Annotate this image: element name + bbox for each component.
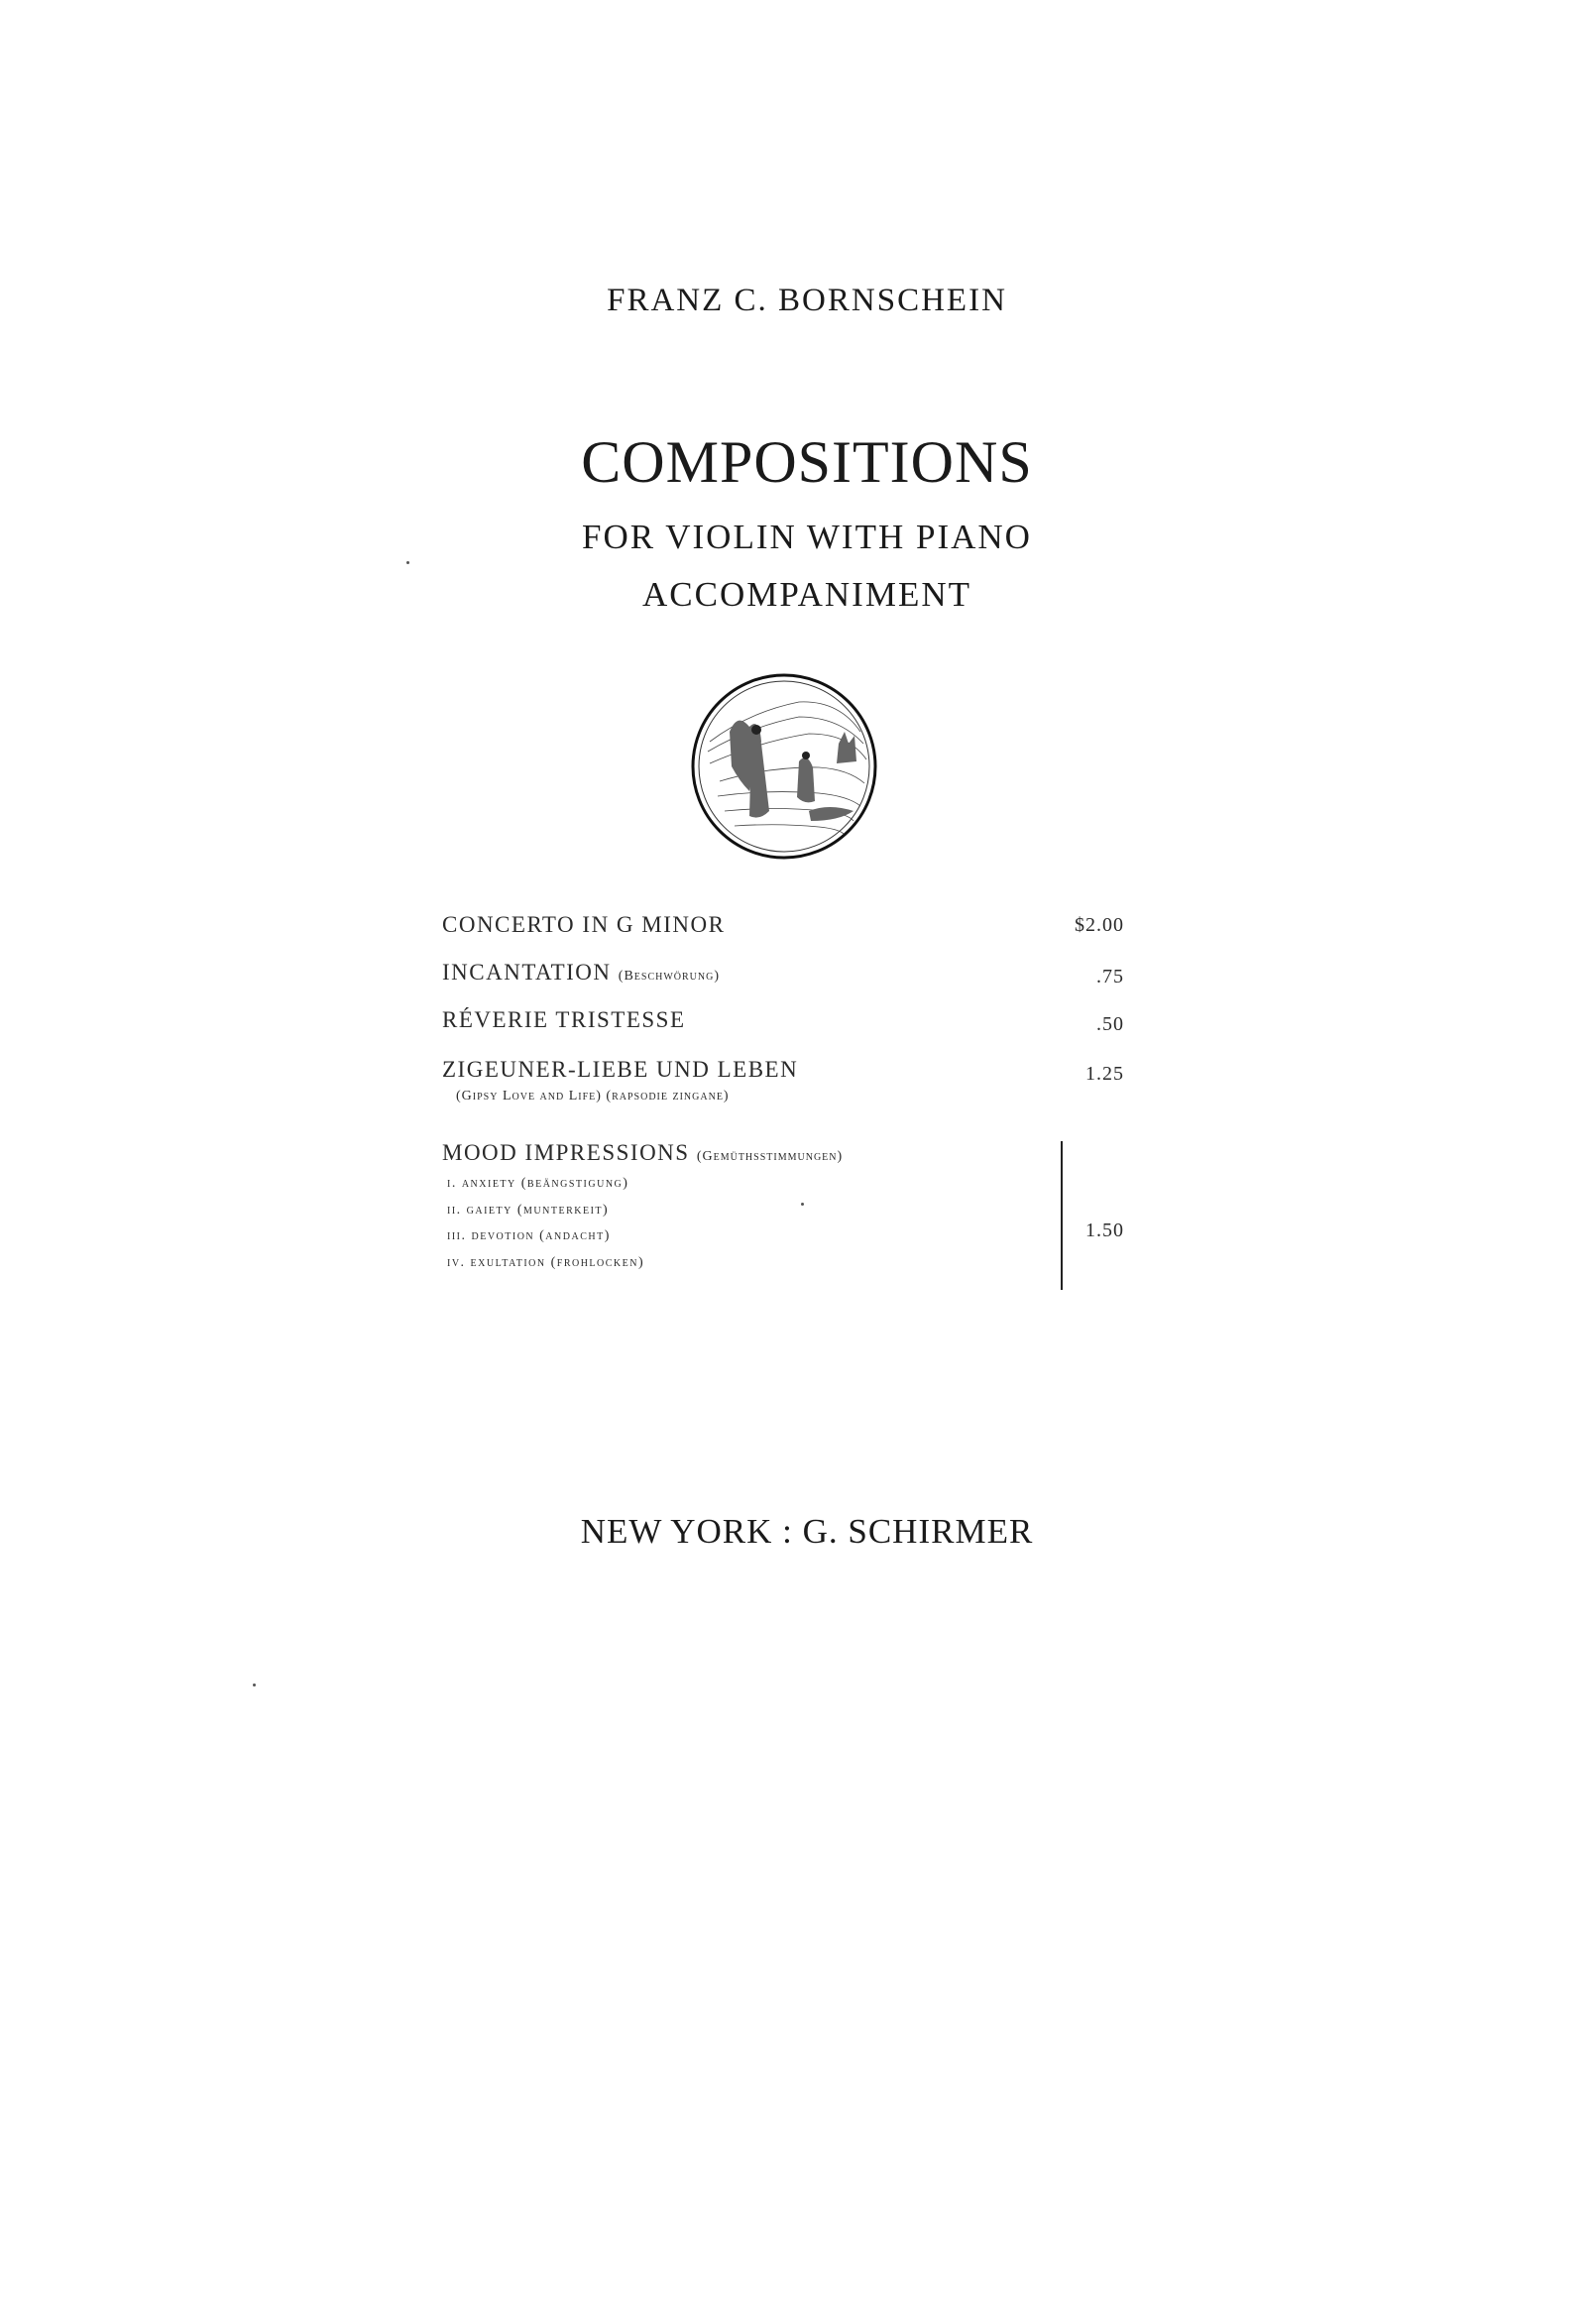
work-title (442, 1140, 843, 1166)
movement-item: iv. exultation (frohlocken) (447, 1255, 645, 1270)
work-row (442, 912, 1136, 952)
work-subtitle: (Gipsy Love and Life) (rapsodie zingane) (456, 1089, 730, 1104)
work-price: $2.00 (1075, 914, 1124, 936)
publisher-imprint: NEW YORK : G. SCHIRMER (580, 1512, 1034, 1551)
subtitle-line-2: ACCOMPANIMENT (642, 575, 971, 614)
work-price: 1.25 (1085, 1063, 1124, 1085)
work-price: .50 (1096, 1013, 1124, 1035)
subtitle-line-1: FOR VIOLIN WITH PIANO (582, 518, 1032, 556)
work-price: 1.50 (1085, 1220, 1124, 1241)
work-row (442, 1007, 1136, 1047)
composer-name: FRANZ C. BORNSCHEIN (607, 283, 1007, 318)
movement-item: i. anxiety (beängstigung) (447, 1176, 629, 1191)
work-title-text: MOOD IMPRESSIONS (442, 1140, 690, 1165)
group-bracket (1061, 1141, 1066, 1290)
work-title-text: INCANTATION (442, 960, 612, 985)
paper-speck (801, 1203, 804, 1206)
work-title: CONCERTO IN G MINOR (442, 912, 726, 937)
medallion-emblem (690, 672, 878, 861)
paper-speck (406, 561, 409, 564)
work-title (442, 960, 720, 986)
work-title-sub: (Beschwörung) (618, 969, 720, 984)
work-title-sub: (Gemüthsstimmungen) (696, 1149, 844, 1164)
movement-item: iii. devotion (andacht) (447, 1228, 611, 1243)
work-row (442, 1140, 1136, 1299)
movement-item: ii. gaiety (munterkeit) (447, 1203, 610, 1218)
work-row (442, 960, 1136, 999)
paper-speck (253, 1684, 256, 1686)
work-price: .75 (1096, 966, 1124, 988)
work-row (442, 1057, 1136, 1126)
work-title: RÉVERIE TRISTESSE (442, 1007, 686, 1032)
page-title: COMPOSITIONS (581, 429, 1033, 495)
work-title: ZIGEUNER-LIEBE UND LEBEN (442, 1057, 799, 1082)
